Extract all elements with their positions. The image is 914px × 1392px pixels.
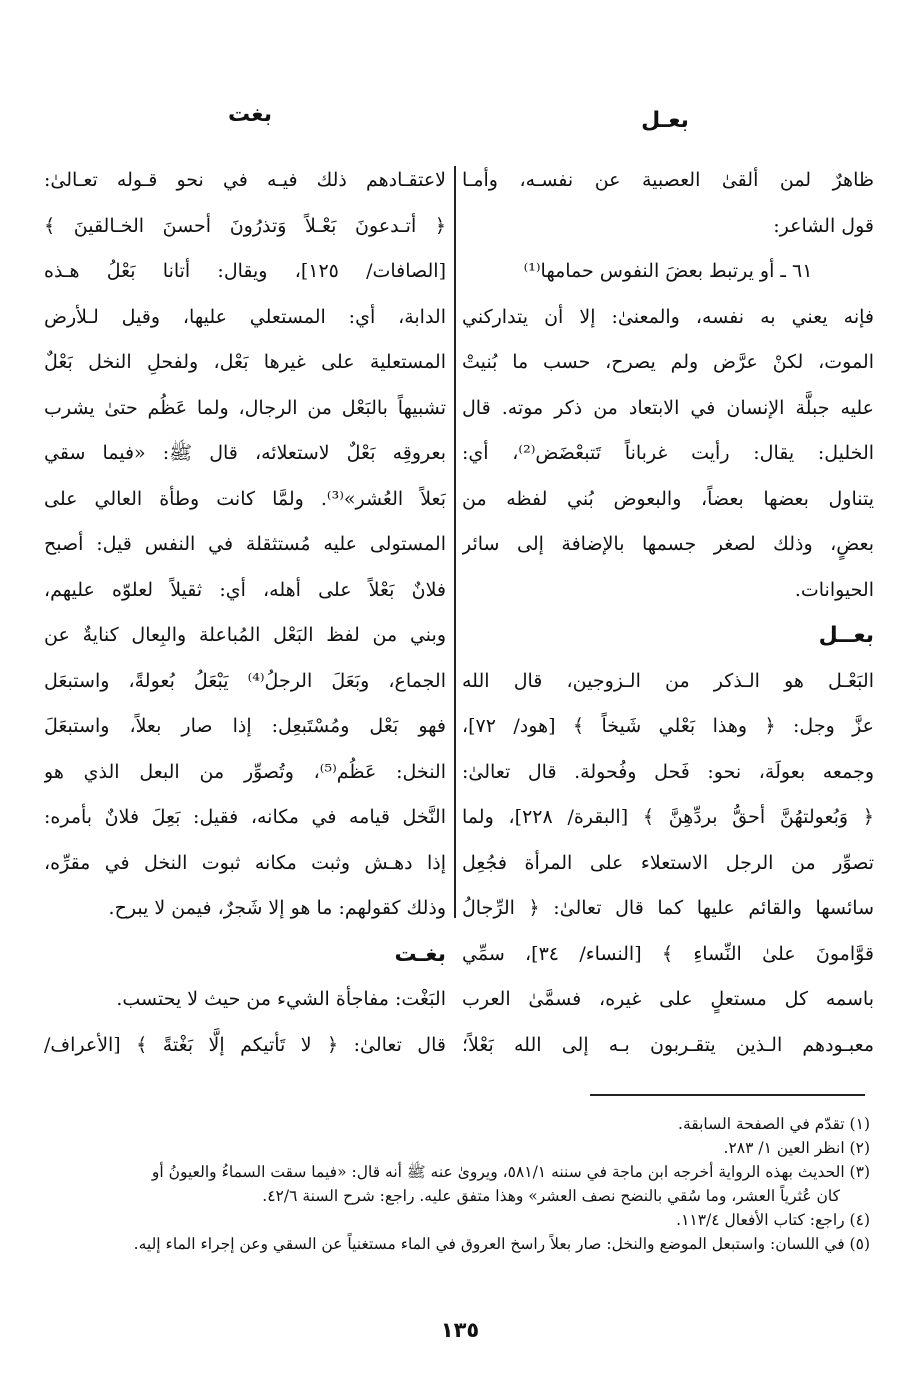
footnote: (٤) راجع: كتاب الأفعال ١١٣/٤. [676, 1211, 870, 1229]
text-line: بعضٍ، وذلك لصغر جسمها بالإضافة إلى سائر [462, 533, 874, 555]
entry-subheading: بغـت [394, 941, 446, 967]
entry-subheading: بعــل [818, 623, 874, 648]
text-line: البَغْت: مفاجأة الشيء من حيث لا يحتسب. [116, 988, 446, 1010]
footnote-continuation: كان عُثرياً العشر، وما سُقي بالنضح نصف العشر» وهذا متفق عليه. راجع: شرح السنة ٤٢/٦. [262, 1187, 840, 1205]
header-right-root-word: بعـل [641, 108, 689, 133]
text-line: عزَّ وجل: ﴿ وهذا بَعْلي شَيخاً ﴾ [هود/ ٧٢]، [462, 715, 874, 737]
text-line: قول الشاعر: [773, 214, 874, 237]
text-line: عليه جبلَّة الإنسان في الابتعاد من ذكر موته. قال [462, 396, 874, 419]
footnote: (٥) في اللسان: واستبعل الموضع والنخل: صار بعلاً راسخ العروق في الماء مستغنياً عن السقي وعن إجراء الماء إليه. [133, 1235, 870, 1253]
text-line: النخل: عَظُم⁽⁵⁾، وتُصوِّر من البعل الذي هو [44, 760, 446, 783]
footnote: (٢) انظر العين ١/ ٢٨٣. [723, 1139, 870, 1157]
text-line: تشبيهاً بالبَعْل من الرجال، ولما عَظُم حتىٰ يشرب [44, 396, 446, 419]
page-number: ١٣٥ [440, 1318, 480, 1342]
text-line: النَّخل قيامه في مكانه، فقيل: بَعِلَ فلانٌ بأمره: [44, 806, 446, 828]
text-line: لاعتقـادهم ذلك فيـه في نحو قـوله تعـالىٰ: [44, 169, 446, 191]
text-line: قوَّامونَ علىٰ النِّساءِ ﴾ [النساء/ ٣٤]، سمِّي [462, 942, 874, 965]
text-line: ﴿ وَبُعولتهُنَّ أحقُّ بردِّهِنَّ ﴾ [البقرة/ ٢٢٨]، ولما [462, 806, 874, 828]
text-line: معبـودهم الـذين يتقـربون بـه إلى الله بَعْلاً؛ [462, 1033, 874, 1056]
text-line: [الصافات/ ١٢٥]، ويقال: أتانا بَعْلُ هـذه [44, 260, 446, 282]
text-line: يتناول بعضها بعضاً، والبعوض بُني لفظه من [462, 487, 874, 510]
text-line: الخليل: يقال: رأيت غرباناً تَتبعْضَض⁽²⁾، أي: [462, 442, 874, 464]
text-line: البَعْـل هو الـذكر من الـزوجين، قال الله [462, 669, 874, 692]
text-line: وجمعه بعولَة، نحو: فَحل وفُحولة. قال تعالىٰ: [462, 760, 874, 783]
text-line: فلانٌ بَعْلاً على أهله، أي: ثقيلاً لعلوّه عليهم، [44, 578, 446, 601]
text-line: باسمه كل مستعلٍ على غيره، فسمَّىٰ العرب [462, 988, 874, 1010]
text-line: بعروقِه بَعْلٌ لاستعلائه، قال ﷺ: «فيما سقي [44, 442, 446, 464]
header-left-root-word: بغت [228, 102, 272, 127]
left-column [44, 158, 446, 1068]
right-column [462, 158, 874, 1068]
text-line: وبني من لفظ البَعْل المُباعلة والبِعال كنايةٌ عن [44, 624, 446, 646]
text-line: ﴿ أتـدعونَ بَعْـلاً وَتذرُونَ أحسنَ الخـالقينَ ﴾ [44, 214, 446, 237]
text-line: تصوِّر من الرجل الاستعلاء على المرأة فجُعِل [462, 851, 874, 874]
text-line: الموت، لكنْ عرَّض ولم يصرح، حسب ما بُنيتْ [462, 351, 874, 373]
text-line: المستعلية على غيرها بَعْل، ولفحلِ النخل بَعْلٌ [44, 351, 446, 373]
text-line: فهو بَعْل ومُسْتَبعِل: إذا صار بعلاً، واستبعَلَ [44, 715, 446, 737]
footnote: (٣) الحديث بهذه الرواية أخرجه ابن ماجة في سننه ٥٨١/١، ويروىٰ عنه ﷺ أنه قال: «فيما سقت السماءُ والعيونُ أو [151, 1163, 870, 1181]
footnote: (١) تقدّم في الصفحة السابقة. [678, 1115, 870, 1133]
text-line: قال تعالىٰ: ﴿ لا تَأتيكم إلَّا بَغْتةً ﴾ [الأعراف/ [44, 1033, 446, 1056]
text-line: الحيوانات. [794, 578, 874, 601]
text-line: الدابة، أي: المستعلي عليها، وقيل لـلأرض [44, 305, 446, 328]
verse-line: ٦١ ـ أو يرتبط بعضَ النفوس حمامها⁽¹⁾ [523, 260, 813, 282]
footnote-divider [590, 1094, 865, 1096]
column-divider [454, 166, 456, 918]
footnotes [28, 1112, 870, 1256]
text-line: المستولى عليه مُستثقلة في النفس قيل: أصبح [44, 533, 446, 555]
text-line: بَعلاً العُشر»⁽³⁾. ولمَّا كانت وطأة العالي على [44, 487, 446, 510]
text-line: فإنه يعني به نفسه، والمعنىٰ: إلا أن يتداركني [462, 305, 874, 328]
text-line: ظاهرٌ لمن ألقىٰ العصبية عن نفسـه، وأمـا [462, 169, 874, 191]
text-line: إذا دهـش وثبت مكانه ثبوت النخل في مقرِّه، [44, 851, 446, 874]
text-line: الجماع، وبَعَلَ الرجلُ⁽⁴⁾ يَبْعَلُ بُعولةً، واستبعَل [44, 669, 446, 692]
text-line: وذلك كقولهم: ما هو إلا شَجرٌ، فيمن لا يبرح. [108, 897, 446, 919]
text-line: سائسها والقائم عليها كما قال تعالىٰ: ﴿ الرِّجالُ [462, 897, 874, 919]
